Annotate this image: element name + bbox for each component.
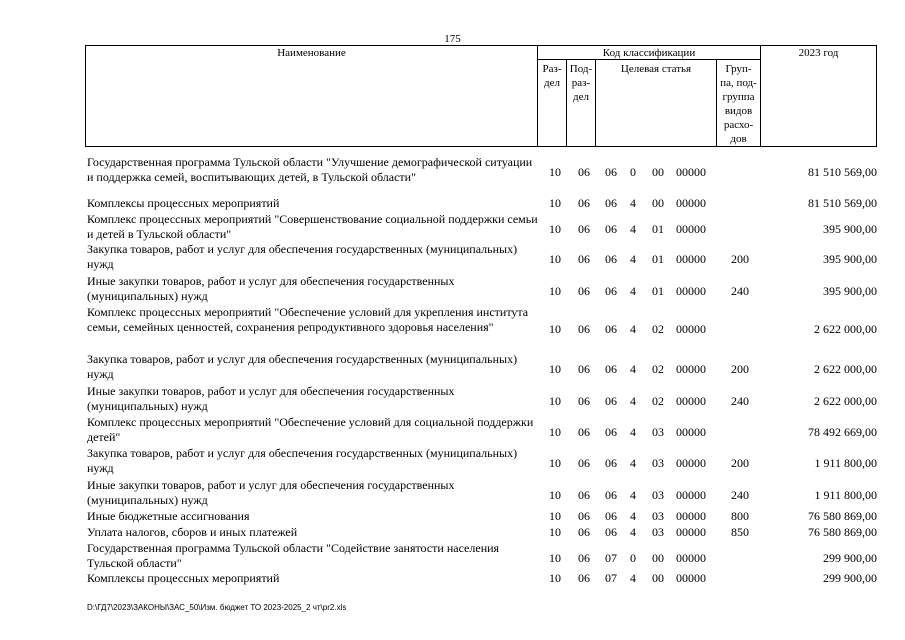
row-code-c1: 06 xyxy=(605,525,617,539)
header-col-group-border xyxy=(760,45,761,147)
row-code-r: 10 xyxy=(549,509,561,523)
row-code-r: 10 xyxy=(549,487,561,502)
row-code-c4: 00000 xyxy=(676,571,706,585)
row-code-c1: 06 xyxy=(605,251,617,266)
row-code-p: 06 xyxy=(578,322,590,336)
row-code-c3: 02 xyxy=(652,393,664,408)
row-amount: 2 622 000,00 xyxy=(814,393,877,408)
table-row xyxy=(87,305,877,350)
table-row xyxy=(87,509,877,524)
row-code-c3: 00 xyxy=(652,164,664,179)
file-path-footer: D:\ГД7\2023\ЗАКОНЫ\ЗАС_50\Изм. бюджет ТО 2023-2025_2 чт\pr2.xls xyxy=(87,603,347,612)
row-code-c4: 00000 xyxy=(676,393,706,408)
row-code-v: 240 xyxy=(731,283,749,298)
row-code-r: 10 xyxy=(549,164,561,179)
row-code-p: 06 xyxy=(578,221,590,236)
row-code-c1: 07 xyxy=(605,571,617,585)
row-code-r: 10 xyxy=(549,455,561,470)
row-code-c4: 00000 xyxy=(676,487,706,502)
row-code-c4: 00000 xyxy=(676,509,706,523)
row-amount: 81 510 569,00 xyxy=(808,164,877,179)
row-code-c2: 0 xyxy=(630,550,636,565)
row-code-c2: 4 xyxy=(630,571,636,585)
table-row xyxy=(87,352,877,382)
row-name: Комплекс процессных мероприятий "Совершенствование социальной поддержки семьи и детей в Тульской области" xyxy=(87,212,538,241)
row-code-c2: 4 xyxy=(630,424,636,439)
row-code-r: 10 xyxy=(549,424,561,439)
row-code-c4: 00000 xyxy=(676,164,706,179)
row-amount: 81 510 569,00 xyxy=(808,196,877,210)
row-code-c2: 4 xyxy=(630,221,636,236)
row-code-c4: 00000 xyxy=(676,525,706,539)
table-row xyxy=(87,525,877,540)
row-code-c2: 4 xyxy=(630,361,636,376)
row-code-c1: 06 xyxy=(605,164,617,179)
row-code-v: 200 xyxy=(731,361,749,376)
row-amount: 1 911 800,00 xyxy=(814,487,877,502)
row-code-c3: 00 xyxy=(652,550,664,565)
row-name: Иные закупки товаров, работ и услуг для обеспечения государственных (муниципальных) нужд xyxy=(87,384,455,413)
header-left-border xyxy=(85,45,86,147)
table-row xyxy=(87,212,877,242)
table-row xyxy=(87,571,877,586)
row-code-c3: 03 xyxy=(652,487,664,502)
row-name: Государственная программа Тульской области "Содействие занятости населения Тульской области" xyxy=(87,541,500,570)
row-code-c2: 4 xyxy=(630,509,636,523)
table-row xyxy=(87,274,877,304)
row-code-r: 10 xyxy=(549,571,561,585)
row-code-c3: 01 xyxy=(652,251,664,266)
row-code-p: 06 xyxy=(578,283,590,298)
row-code-c2: 4 xyxy=(630,251,636,266)
row-code-r: 10 xyxy=(549,361,561,376)
row-code-c2: 0 xyxy=(630,164,636,179)
row-name: Иные бюджетные ассигнования xyxy=(87,509,250,523)
row-code-p: 06 xyxy=(578,509,590,523)
row-amount: 299 900,00 xyxy=(823,571,877,585)
row-code-c3: 01 xyxy=(652,221,664,236)
row-code-c2: 4 xyxy=(630,455,636,470)
row-code-c3: 02 xyxy=(652,361,664,376)
header-col-name-border xyxy=(537,45,538,147)
row-code-v: 240 xyxy=(731,393,749,408)
row-code-c4: 00000 xyxy=(676,221,706,236)
row-amount: 76 580 869,00 xyxy=(808,525,877,539)
row-amount: 78 492 669,00 xyxy=(808,424,877,439)
row-amount: 395 900,00 xyxy=(823,283,877,298)
row-amount: 76 580 869,00 xyxy=(808,509,877,523)
row-code-r: 10 xyxy=(549,221,561,236)
header-code: Код классификации xyxy=(602,47,696,59)
row-amount: 2 622 000,00 xyxy=(814,361,877,376)
row-code-v: 800 xyxy=(731,509,749,523)
row-code-p: 06 xyxy=(578,361,590,376)
row-name: Закупка товаров, работ и услуг для обеспечения государственных (муниципальных) нужд xyxy=(87,352,518,381)
row-code-r: 10 xyxy=(549,322,561,336)
row-code-v: 200 xyxy=(731,251,749,266)
row-code-r: 10 xyxy=(549,283,561,298)
row-code-p: 06 xyxy=(578,487,590,502)
row-amount: 2 622 000,00 xyxy=(814,322,877,336)
row-code-p: 06 xyxy=(578,550,590,565)
row-code-c1: 06 xyxy=(605,393,617,408)
row-code-p: 06 xyxy=(578,455,590,470)
row-code-c1: 06 xyxy=(605,283,617,298)
table-row xyxy=(87,384,877,414)
row-code-c2: 4 xyxy=(630,393,636,408)
row-code-c4: 00000 xyxy=(676,283,706,298)
row-name: Комплекс процессных мероприятий "Обеспечение условий для укрепления института семьи, семейных ценностей, сохранения репродуктивного здоровья населения" xyxy=(87,305,529,334)
row-name: Уплата налогов, сборов и иных платежей xyxy=(87,525,298,539)
table-row xyxy=(87,242,877,272)
row-code-p: 06 xyxy=(578,525,590,539)
row-amount: 395 900,00 xyxy=(823,251,877,266)
row-code-c4: 00000 xyxy=(676,322,706,336)
row-code-c3: 00 xyxy=(652,571,664,585)
row-code-c3: 03 xyxy=(652,424,664,439)
row-code-c3: 03 xyxy=(652,509,664,523)
header-target: Целевая статья xyxy=(620,63,692,75)
row-name: Комплексы процессных мероприятий xyxy=(87,571,280,585)
row-code-c1: 06 xyxy=(605,361,617,376)
row-code-c4: 00000 xyxy=(676,251,706,266)
row-code-c4: 00000 xyxy=(676,550,706,565)
table-row xyxy=(87,541,877,571)
row-code-c1: 06 xyxy=(605,487,617,502)
header-group: Груп- па, под- группа видов расхо- дов xyxy=(720,63,757,145)
row-code-r: 10 xyxy=(549,525,561,539)
row-code-c2: 4 xyxy=(630,283,636,298)
row-code-p: 06 xyxy=(578,164,590,179)
table-row xyxy=(87,446,877,476)
header-bottom-border xyxy=(85,146,877,147)
row-code-c2: 4 xyxy=(630,525,636,539)
row-code-r: 10 xyxy=(549,251,561,266)
row-name: Закупка товаров, работ и услуг для обеспечения государственных (муниципальных) нужд xyxy=(87,242,518,271)
row-amount: 395 900,00 xyxy=(823,221,877,236)
row-code-c4: 00000 xyxy=(676,196,706,210)
table-row xyxy=(87,155,877,185)
row-code-c2: 4 xyxy=(630,196,636,210)
header-name: Наименование xyxy=(277,47,346,59)
row-code-p: 06 xyxy=(578,196,590,210)
row-code-v: 200 xyxy=(731,455,749,470)
table-row xyxy=(87,196,877,211)
row-name: Государственная программа Тульской области "Улучшение демографической ситуации и поддержка семей, воспитывающих детей, в Тульской области" xyxy=(87,155,533,184)
row-code-c1: 06 xyxy=(605,424,617,439)
row-code-c2: 4 xyxy=(630,487,636,502)
row-amount: 1 911 800,00 xyxy=(814,455,877,470)
row-code-c3: 00 xyxy=(652,196,664,210)
row-code-v: 850 xyxy=(731,525,749,539)
header-right-border xyxy=(876,45,877,147)
header-subsection: Под- раз- дел xyxy=(569,63,593,103)
row-code-p: 06 xyxy=(578,571,590,585)
row-code-p: 06 xyxy=(578,251,590,266)
row-amount: 299 900,00 xyxy=(823,550,877,565)
table-row xyxy=(87,415,877,445)
row-code-c1: 06 xyxy=(605,196,617,210)
row-name: Комплекс процессных мероприятий "Обеспечение условий для социальной поддержки детей" xyxy=(87,415,534,444)
row-code-c1: 06 xyxy=(605,455,617,470)
row-code-c3: 02 xyxy=(652,322,664,336)
header-section: Раз- дел xyxy=(542,63,562,89)
row-name: Иные закупки товаров, работ и услуг для обеспечения государственных (муниципальных) нужд xyxy=(87,478,455,507)
page-number: 175 xyxy=(444,33,461,45)
row-code-p: 06 xyxy=(578,424,590,439)
table-row xyxy=(87,478,877,508)
row-code-v: 240 xyxy=(731,487,749,502)
row-code-p: 06 xyxy=(578,393,590,408)
row-code-c3: 03 xyxy=(652,525,664,539)
row-name: Иные закупки товаров, работ и услуг для обеспечения государственных (муниципальных) нужд xyxy=(87,274,455,303)
row-code-c3: 01 xyxy=(652,283,664,298)
row-code-r: 10 xyxy=(549,393,561,408)
row-code-c4: 00000 xyxy=(676,455,706,470)
row-code-c1: 06 xyxy=(605,322,617,336)
row-name: Комплексы процессных мероприятий xyxy=(87,196,280,210)
row-code-c2: 4 xyxy=(630,322,636,336)
row-name: Закупка товаров, работ и услуг для обеспечения государственных (муниципальных) нужд xyxy=(87,446,518,475)
header-year: 2023 год xyxy=(798,47,839,59)
row-code-c4: 00000 xyxy=(676,361,706,376)
row-code-c4: 00000 xyxy=(676,424,706,439)
row-code-c1: 07 xyxy=(605,550,617,565)
row-code-r: 10 xyxy=(549,196,561,210)
row-code-c3: 03 xyxy=(652,455,664,470)
row-code-c1: 06 xyxy=(605,221,617,236)
row-code-c1: 06 xyxy=(605,509,617,523)
row-code-r: 10 xyxy=(549,550,561,565)
